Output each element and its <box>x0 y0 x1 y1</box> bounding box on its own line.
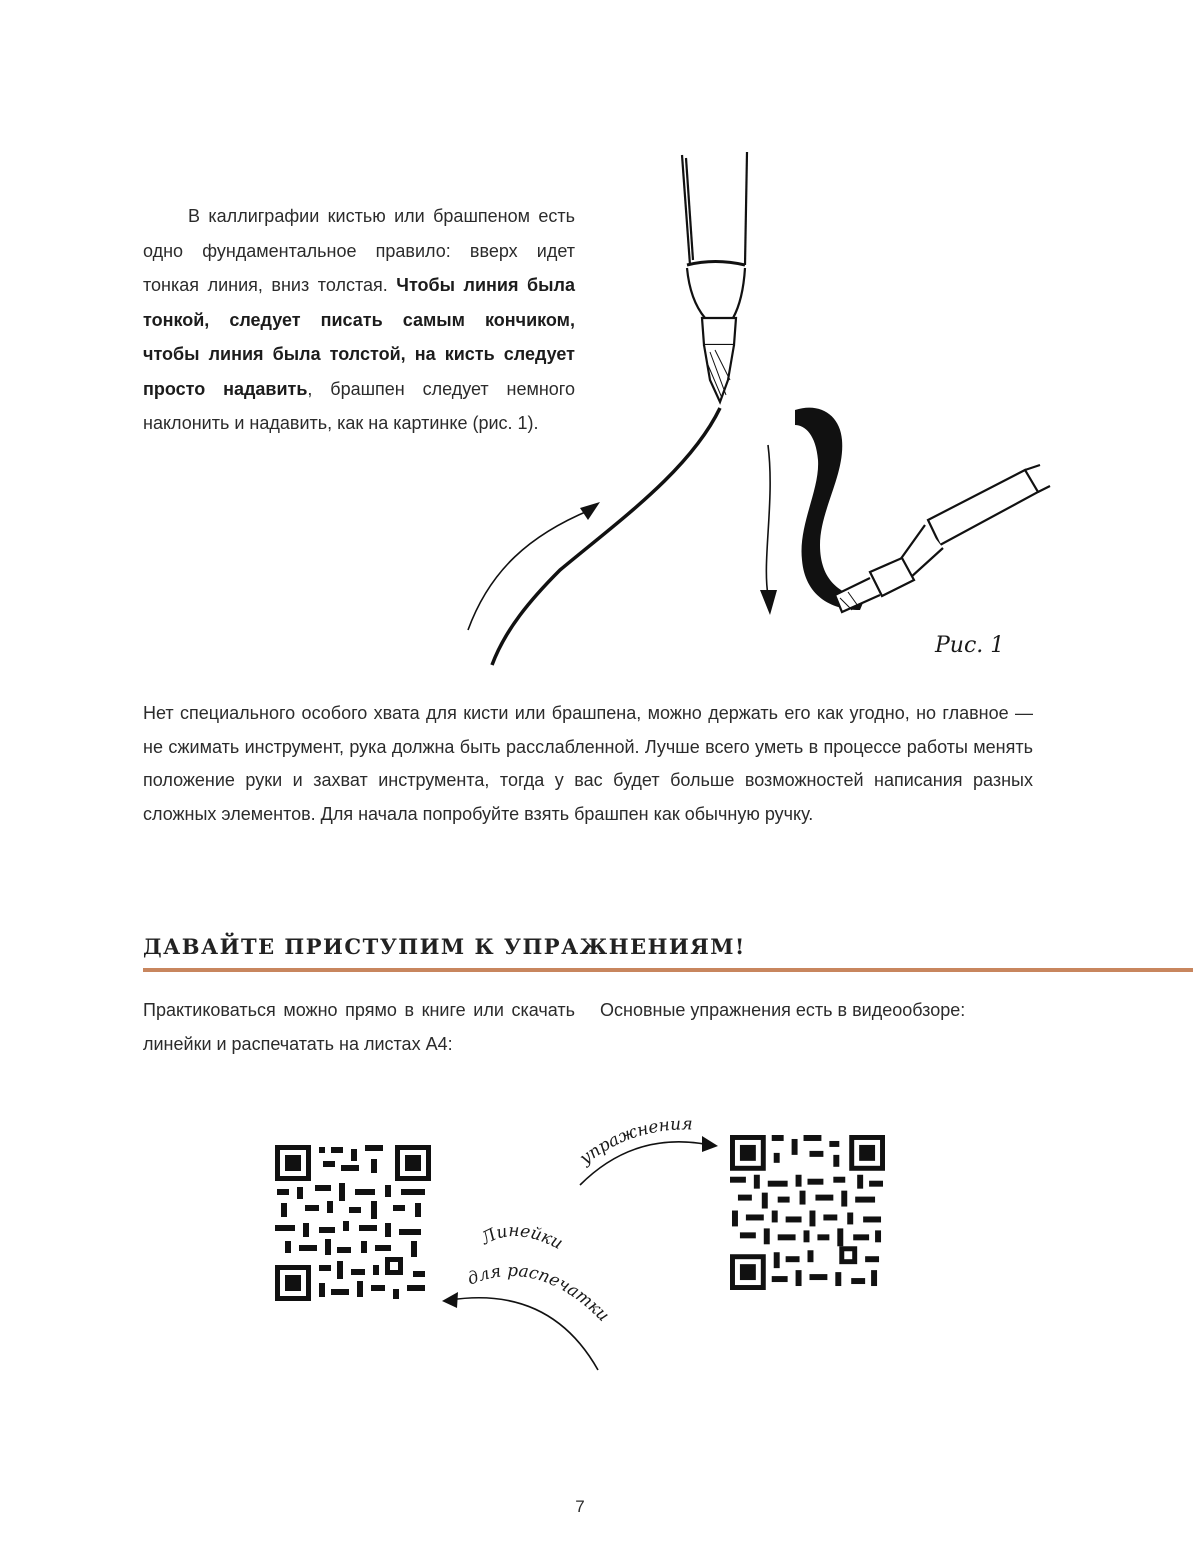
thin-stroke-line <box>492 408 720 665</box>
video-text: Основные упражнения есть в видеообзоре: <box>600 1000 966 1020</box>
svg-text:Линейки <box>477 1221 566 1254</box>
thick-stroke-shape <box>795 408 865 610</box>
up-arrow-icon <box>468 502 600 630</box>
page-number: 7 <box>575 1497 585 1516</box>
rulers-qr-code[interactable] <box>275 1145 431 1301</box>
practice-text: Практиковаться можно прямо в книге или скачать линейки и распечатать на листах А4: <box>143 1000 575 1054</box>
tilted-pen-icon <box>835 465 1050 612</box>
rulers-label-line1: Линейки <box>478 1221 566 1254</box>
brushpen-illustration <box>440 140 1060 680</box>
figure-caption: Рис. 1 <box>935 633 1005 658</box>
svg-text:для распечатки <box>465 1261 613 1326</box>
intro-bold: Чтобы линия была тонкой, следует писать самым кончиком, чтобы линия была толстой, на кисть следует просто надавить <box>143 275 575 399</box>
exercises-qr-code[interactable] <box>730 1135 885 1290</box>
heading-divider <box>143 968 1193 972</box>
vertical-pen-icon <box>682 152 747 402</box>
exercises-label: упражнения <box>575 1114 693 1169</box>
qr-annotations <box>430 1100 730 1380</box>
section-heading: ДАВАЙТЕ ПРИСТУПИМ К УПРАЖНЕНИЯМ! <box>143 934 746 959</box>
rulers-label-line2: для распечатки <box>464 1260 614 1326</box>
grip-paragraph: Нет специального особого хвата для кисти или брашпена, можно держать его как угодно, но главное — не сжимать инструмент, рука должна быть расслабленной. Лучше всего уметь в процессе работы менять положение руки и захват инструмента, тогда у вас будет больше возможностей написания разных сложных элементов. Для начала попробуйте взять брашпен как обычную ручку. <box>143 703 1033 824</box>
down-arrow-icon <box>760 445 777 615</box>
intro-tail: , брашпен следует немного наклонить и надавить, как на картинке (рис. 1). <box>143 378 575 433</box>
intro-lead: В каллиграфии кистью или брашпеном есть одно фундаментальное правило: вверх идет тонкая линия, вниз толстая. <box>143 206 575 295</box>
